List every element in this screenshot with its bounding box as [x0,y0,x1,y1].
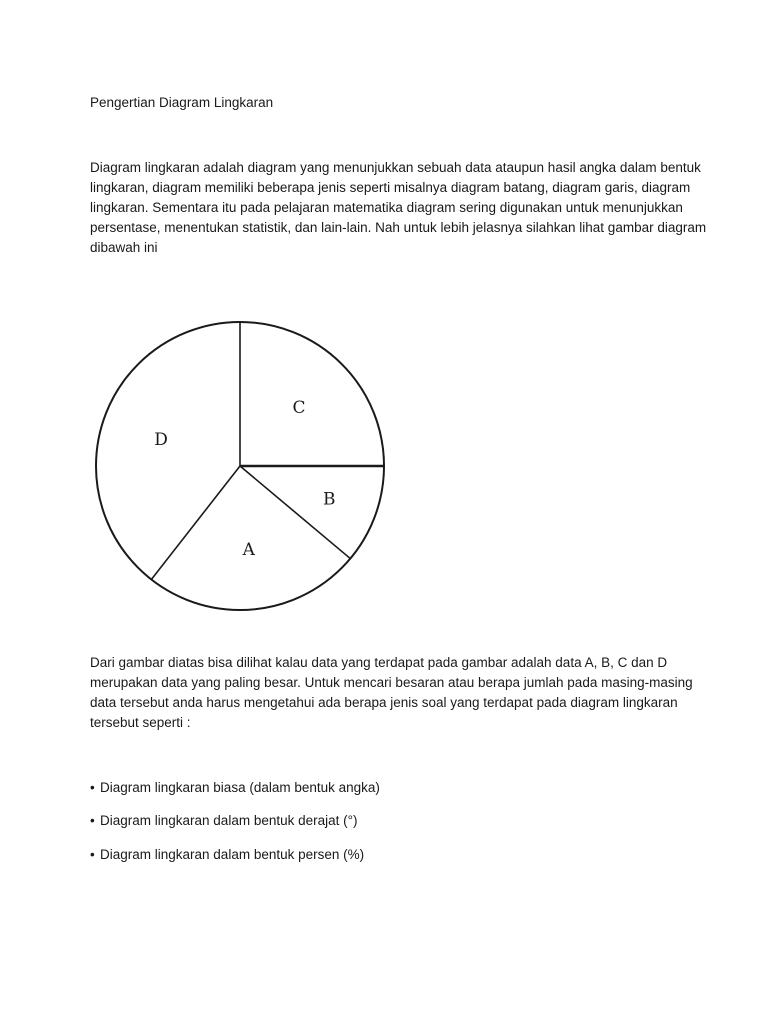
list-item-text: Diagram lingkaran biasa (dalam bentuk angka) [100,780,380,795]
bullet-icon: • [90,780,95,795]
explanation-paragraph [90,653,693,733]
list-item-text: Diagram lingkaran dalam bentuk derajat (°) [100,813,358,828]
paragraph-line: Diagram lingkaran adalah diagram yang menunjukkan sebuah data ataupun hasil angka dalam bentuk [90,160,701,175]
list-item [90,845,364,865]
paragraph-line: Dari gambar diatas bisa dilihat kalau data yang terdapat pada gambar adalah data A, B, C dan D [90,655,668,670]
pie-slice-label-a: A [242,540,255,561]
paragraph-line: persentase, menentukan statistik, dan lain-lain. Nah untuk lebih jelasnya silahkan lihat gambar diagram [90,220,707,235]
page-title: Pengertian Diagram Lingkaran [90,95,274,110]
list-item-text: Diagram lingkaran dalam bentuk persen (%) [100,847,365,862]
bullet-icon: • [90,847,95,862]
intro-paragraph [90,158,707,258]
paragraph-line: lingkaran. Sementara itu pada pelajaran matematika diagram sering digunakan untuk menunjukkan [90,200,683,215]
paragraph-line: dibawah ini [90,240,158,255]
pie-slice-label-c: C [292,397,306,418]
paragraph-line: tersebut seperti : [90,715,191,730]
paragraph-line: merupakan data yang paling besar. Untuk mencari besaran atau berapa jumlah pada masing-masing [90,675,693,690]
pie-chart [92,315,392,620]
pie-slice-label-d: D [154,429,168,450]
paragraph-line: lingkaran, diagram memiliki beberapa jenis seperti misalnya diagram batang, diagram garis, diagram [90,180,691,195]
pie-slice-label-b: B [323,489,336,510]
list-item [90,811,358,831]
pie-chart-svg [92,315,392,620]
bullet-icon: • [90,813,95,828]
list-item [90,778,380,798]
paragraph-line: data tersebut anda harus mengetahui ada berapa jenis soal yang terdapat pada diagram lingkaran [90,695,678,710]
